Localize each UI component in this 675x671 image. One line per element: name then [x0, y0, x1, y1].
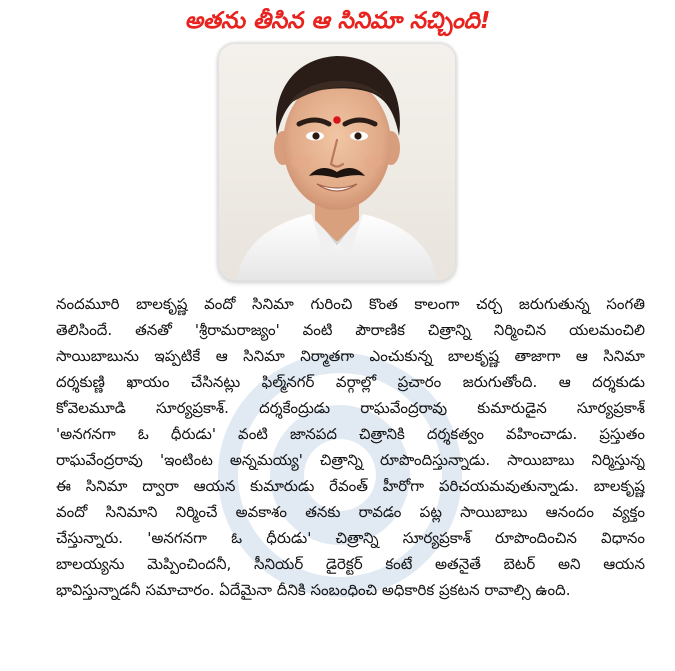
article-line: బాలయ్యను మెప్పించిందనీ, సీనియర్ డైరెక్టర్ కంటే అతనైతే బెటర్ అని ఆయన [56, 555, 645, 573]
actor-portrait-image [219, 44, 455, 280]
article-line: సాయిబాబును ఇప్పటికే ఆ సినిమా నిర్మాతగా ఎంచుకున్న బాలకృష్ణ తాజాగా ఆ సినిమా [56, 347, 645, 365]
article-line: 'అనగనగా ఓ ధీరుడు' వంటి జానపద చిత్రానికి దర్శకత్వం వహించాడు. ప్రస్తుతం [56, 425, 645, 443]
article-photo [219, 44, 455, 280]
article-line: దర్శకుణ్ణి ఖాయం చేసినట్లు ఫిల్మ్‌నగర్ వర్గాల్లో ప్రచారం జరుగుతోంది. ఆ దర్శకుడు [56, 373, 645, 391]
article-line: నందమూరి బాలకృష్ణ వందో సినిమా గురించి కొంత కాలంగా చర్చ జరుగుతున్న సంగతి [56, 295, 645, 313]
article-line: రాఘవేంద్రరావు 'ఇంటింట అన్నమయ్య' చిత్రాన్ని రూపొందిస్తున్నాడు. సాయిబాబు నిర్మిస్తున్న [56, 451, 645, 469]
article-line: ఈ సినిమా ద్వారా ఆయన కుమారుడు రేవంత్ హీరోగా పరిచయమవుతున్నాడు. బాలకృష్ణ [56, 477, 645, 495]
article-line: భావిస్తున్నాడనీ సమాచారం. ఏదేమైనా దీనికి సంబంధించి అధికారిక ప్రకటన రావాల్సి ఉంది. [56, 581, 571, 599]
article-body [56, 291, 645, 603]
article-line: కోవెలమూడి సూర్యప్రకాశ్. దర్శకేంద్రుడు రాఘవేంద్రరావు కుమారుడైన సూర్యప్రకాశ్ [56, 399, 645, 417]
article-headline: అతను తీసిన ఆ సినిమా నచ్చింది! [184, 8, 491, 34]
article-line: చేస్తున్నారు. 'అనగనగా ఓ ధీరుడు' చిత్రాన్ని సూర్యప్రకాశ్ రూపొందించిన విధానం [56, 529, 645, 547]
article-line: తెలిసిందే. తనతో 'శ్రీరామరాజ్యం' వంటి పౌరాణిక చిత్రాన్ని నిర్మించిన యలమంచిలి [56, 321, 645, 339]
article-line: వందో సినిమాని నిర్మించే అవకాశం తనకు రావడం పట్ల సాయిబాబు ఆనందం వ్యక్తం [56, 503, 645, 521]
